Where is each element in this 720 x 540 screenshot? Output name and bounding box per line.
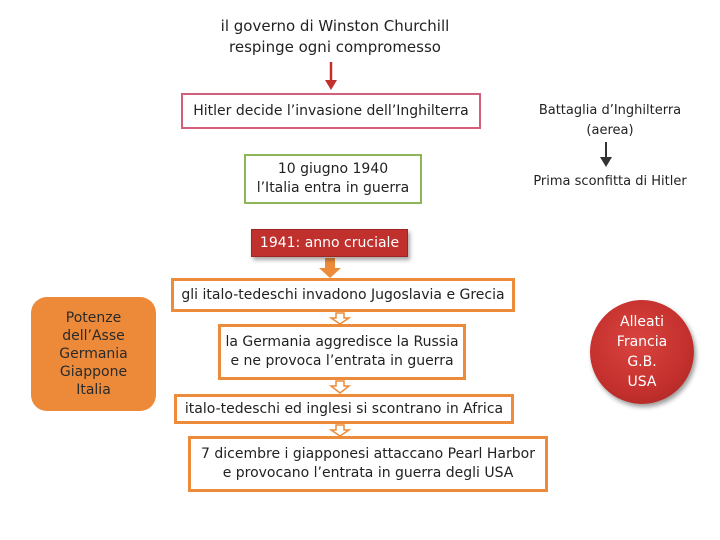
arrow-anno-to-step1 xyxy=(319,258,341,278)
italy-date-line: 10 giugno 1940 xyxy=(277,161,389,177)
hitler-invasion-box xyxy=(181,93,481,129)
axis-powers-box xyxy=(31,297,156,411)
arrow-battaglia-to-sconfitta xyxy=(600,142,612,167)
italy-enters-war-box xyxy=(244,154,422,204)
axis-line: dell’Asse xyxy=(62,328,125,344)
allies-line: USA xyxy=(627,374,657,390)
step-label-line1: 7 dicembre i giapponesi attaccano Pearl Harbor xyxy=(201,446,535,462)
arrow-step1-to-step2 xyxy=(331,313,349,324)
crucial-year-box xyxy=(251,229,408,257)
battle-of-britain-line2: (aerea) xyxy=(586,123,634,138)
arrow-step2-to-step3 xyxy=(331,381,349,393)
allies-line: G.B. xyxy=(627,354,657,370)
axis-line: Italia xyxy=(76,382,111,398)
hitler-invasion-label: Hitler decide l’invasione dell’Inghilterra xyxy=(193,102,469,119)
step-box-pearl-harbor xyxy=(188,436,548,492)
axis-line: Potenze xyxy=(65,310,122,326)
arrow-title-to-hitler xyxy=(325,62,337,90)
first-defeat-label: Prima sconfitta di Hitler xyxy=(533,174,687,189)
axis-line: Germania xyxy=(59,346,128,362)
italy-war-line: l’Italia entra in guerra xyxy=(256,180,410,196)
step-label: gli italo-tedeschi invadono Jugoslavia e Grecia xyxy=(181,286,505,303)
step-label-line2: e provocano l’entrata in guerra degli USA xyxy=(222,465,514,481)
step-label-line2: e ne provoca l’entrata in guerra xyxy=(230,353,454,369)
arrow-step3-to-step4 xyxy=(331,425,349,436)
title-line1: il governo di Winston Churchill xyxy=(220,17,450,35)
title-text xyxy=(170,16,500,58)
allies-line: Alleati xyxy=(620,314,664,330)
battle-of-britain-text xyxy=(522,101,698,141)
step-label-line1: la Germania aggredisce la Russia xyxy=(225,334,459,350)
battle-of-britain-line1: Battaglia d’Inghilterra xyxy=(538,103,682,118)
allies-circle xyxy=(590,300,694,404)
allies-line: Francia xyxy=(616,334,668,350)
first-defeat-text xyxy=(520,172,700,191)
step-label: italo-tedeschi ed inglesi si scontrano in Africa xyxy=(184,400,504,417)
step-box-germany-russia xyxy=(218,324,466,380)
step-box-africa xyxy=(174,394,514,424)
crucial-year-label: 1941: anno cruciale xyxy=(259,234,400,251)
title-line2: respinge ogni compromesso xyxy=(229,38,441,56)
axis-line: Giappone xyxy=(59,364,128,380)
step-box-invasion-balkans xyxy=(171,278,515,312)
